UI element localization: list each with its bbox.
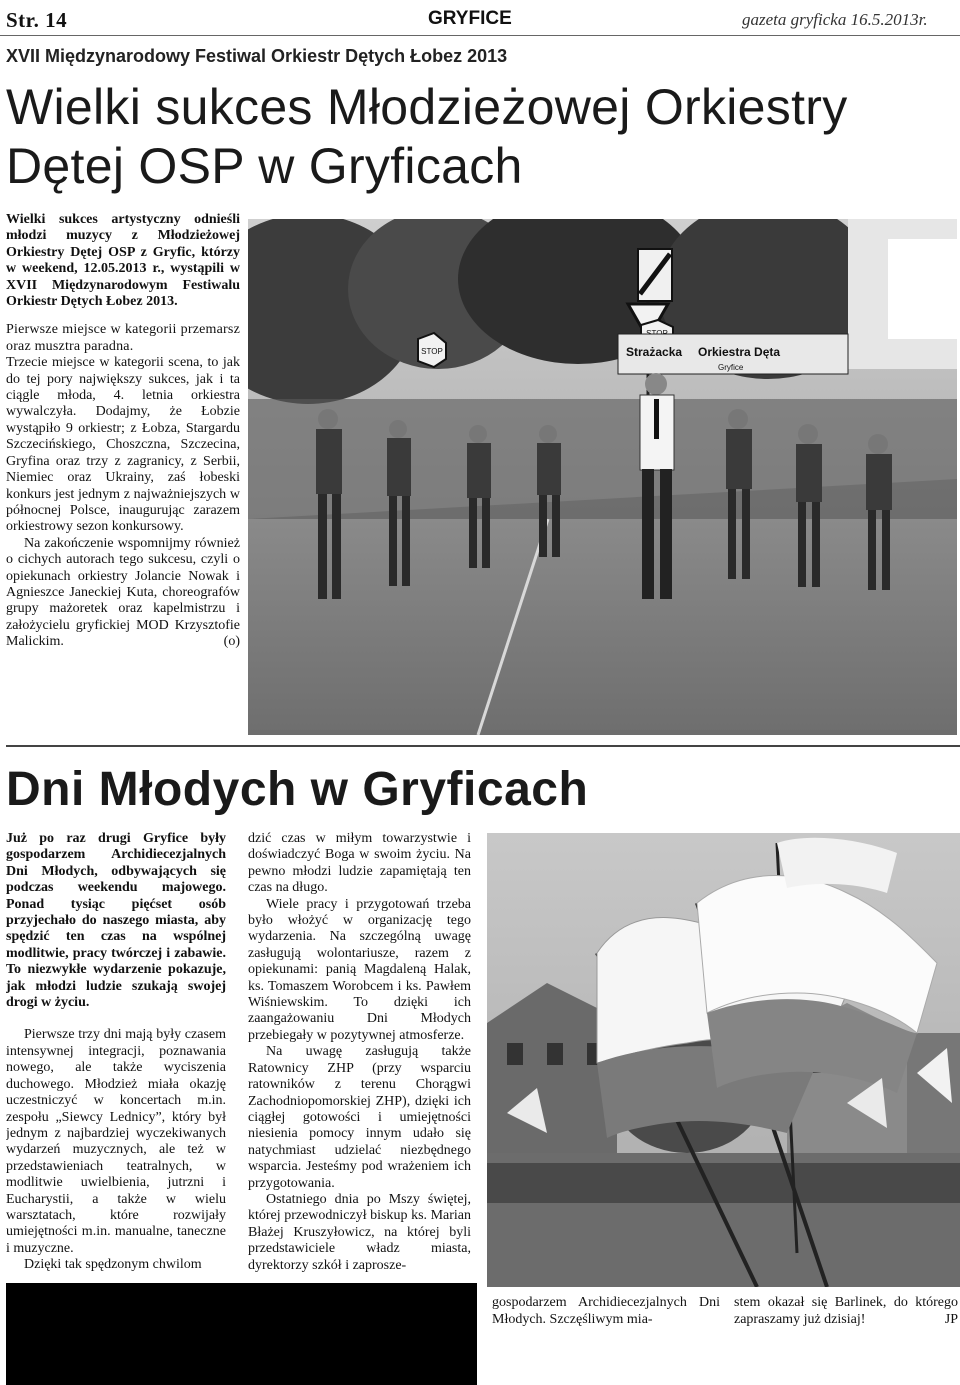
article1-text-column xyxy=(6,212,240,651)
article2-column-2 xyxy=(248,831,471,1283)
article2-signature: JP xyxy=(944,1311,958,1327)
article1-headline: Wielki sukces Młodzieżowej Orkiestry Dętej OSP w Gryficach xyxy=(6,79,848,194)
article2-col3-text: gospodarzem Archidiecezjalnych Dni Młodych. Szczęśliwym mia- xyxy=(492,1295,720,1327)
article1-paragraph-2-text: Na zakończenie wspomnijmy również o cichych autorach tego sukcesu, czyli o opiekunach orkiestry Jolancie Nowak i Agnieszce Janeckiej Kuta, choreografów grupy mażoretek oraz kapelmistrzu i założycielu gryfickiej MOD Krzysztofie Malickim. xyxy=(6,535,240,650)
banner-text-main: Strażacka xyxy=(626,345,683,359)
section-title: GRYFICE xyxy=(428,8,512,29)
article1-paragraph-2 xyxy=(6,536,240,651)
article2-col2-paragraph-2: Wiele pracy i przygotowań trzeba było włożyć w organizację tego wydarzenia. Na szczególną uwagę zasługują wolontariusze, razem z opiekunami: panią Magdaleną Halak, ks. Tomaszem Worobcem i ks. Pawłem Wiśniewskim. To dzięki ich zaangażowaniu Dni Młodych przebiegały w pozytywnej atmosferze. xyxy=(248,896,471,1043)
article2-col4-paragraph xyxy=(734,1295,958,1328)
section-divider xyxy=(6,745,960,747)
header-rule xyxy=(0,35,960,36)
banner-text-band: Orkiestra Dęta xyxy=(698,345,781,359)
article2-col2-paragraph-3: Na uwagę zasługują także Ratownicy ZHP (przy wsparciu ratowników z terenu Chorągwi Zachodniopomorskiej ZHP), dzięki ich ciągłej gotowości i umiejętności niesienia pomocy innym udało się natychmiast udzielać niezbędnego wsparcia. Jesteśmy pod wrażeniem ich przygotowania. xyxy=(248,1044,471,1191)
article2-paragraph: Pierwsze trzy dni mają były czasem intensywnej integracji, poznawania nowego, ale także wyciszenia duchowego. Młodzież miała okazję uczestniczyć w koncertach m.in. zespołu „Siewcy Lednicy”, który był jednym z najbardziej wyczekiwanych wydarzeń muzycznych, ale też w przedstawieniach teatralnych, w modlitwie uwielbienia, jutrzni i Eucharystii, a także w wielu warsztatach, które rozwijały umiejętności m.in. manualne, taneczne i muzyczne. xyxy=(6,1027,226,1256)
stop-sign-text: STOP xyxy=(421,347,443,356)
article1-paragraph: Trzecie miejsce w kategorii scena, to jak do tej pory największy sukces, jak i ta ciągle młoda, 4. letnia orkiestra wywalczyła. Dodajmy, że Łobzie wystąpiło 9 orkiestr; z Łobza, Stargardu Szczecińskiego, Choszczna, Szczecina, Gryfina oraz trzy z zagranicy, z Serbii, Niemiec oraz Ukrainy, zaś łobeski konkurs jest jednym z najważniejszych w północnej Polsce, inaugurując zarazem orkiestrowy sezon konkursowy. xyxy=(6,355,240,535)
banner-text-town: Gryfice xyxy=(718,363,744,372)
article2-col4-text: stem okazał się Barlinek, do którego zapraszamy już dzisiaj! xyxy=(734,1295,958,1327)
black-ad-block xyxy=(6,1283,477,1385)
article2-column-1 xyxy=(6,831,226,1283)
article2-paragraph-tail: Dzięki tak spędzonym chwilom xyxy=(24,1257,202,1273)
article2-col2-paragraph-1: dzić czas w miłym towarzystwie i doświadczyć Boga w swoim życiu. Na pewno młodzi ludzie zapamiętają ten czas na długo. xyxy=(248,831,471,896)
article2-column-3 xyxy=(492,1295,720,1328)
article1-lead: Wielki sukces artystyczny odnieśli młodzi muzycy z Młodzieżowej Orkiestry Dętej OSP z Gryfic, którzy w weekend, 12.05.2013 r., wystąpili w XVII Międzynarodowym Festiwalu Orkiestr Dętych Łobez 2013. xyxy=(6,212,240,310)
article1-subhead: Pierwsze miejsce w kategorii przemarsz oraz musztra paradna. xyxy=(6,322,240,354)
article2-col2-paragraph-4: Ostatniego dnia po Mszy świętej, której przewodniczył biskup ks. Marian Błażej Kruszyłowicz, na której byli przedstawiciele władz miasta, dyrektorzy szkół i zaprosze- xyxy=(248,1191,471,1273)
flags-photo xyxy=(487,833,960,1287)
page-number: Str. 14 xyxy=(6,8,68,32)
article1-kicker: XVII Międzynarodowy Festiwal Orkiestr Dętych Łobez 2013 xyxy=(6,46,508,66)
article2-lead: Już po raz drugi Gryfice były gospodarzem Archidiecezjalnych Dni Młodych, odbywających się podczas weekendu majowego. Ponad tysiąc pięćset osób przyjechało do naszego miasta, aby spędzić ten czas na wspólnej modlitwie, pracy twórczej i zabawie. To niezwykłe wydarzenie pokazuje, jak młodzi ludzie szukają swojej drogi w życiu. xyxy=(6,831,226,1011)
issue-date: gazeta gryficka 16.5.2013r. xyxy=(742,10,928,29)
article2-column-4 xyxy=(734,1295,958,1328)
parade-photo xyxy=(248,219,957,735)
article2-headline: Dni Młodych w Gryficach xyxy=(6,763,589,816)
article1-signature: (o) xyxy=(223,634,240,650)
